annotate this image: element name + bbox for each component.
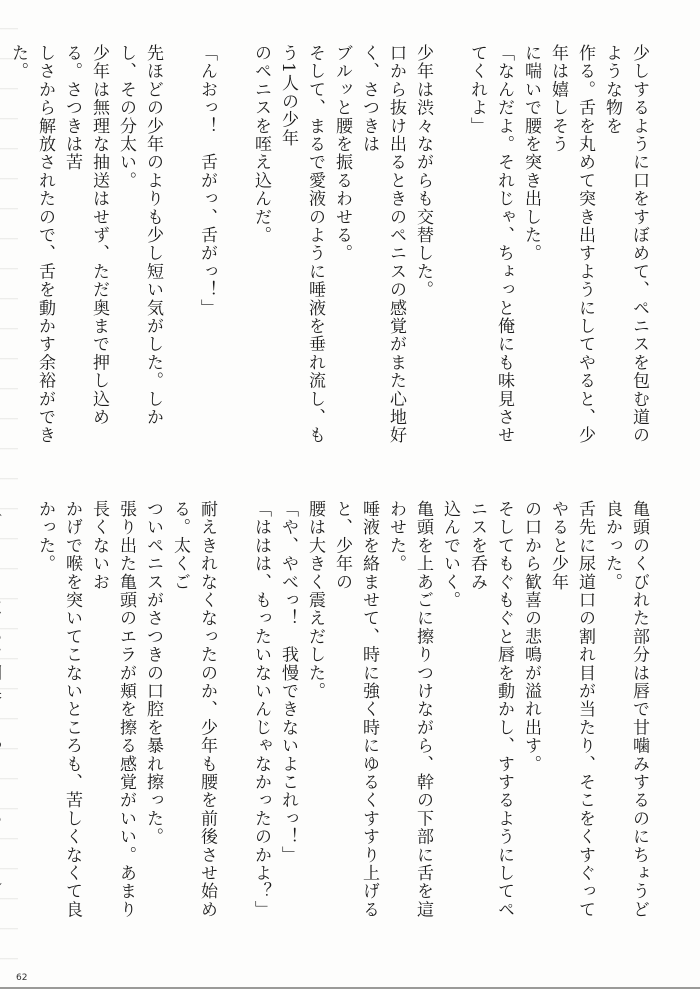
dialogue-line: 「んおっ！ 舌がっ、舌がっ！」 <box>197 44 217 317</box>
paragraph: 少しするように口をすぼめて、ペニスを包む道のような物を 作る。舌を丸めて突き出すようにしてやると、少年は嬉しそう に喘いで腰を突き出した。 <box>521 44 649 445</box>
paragraph: 亀頭のくびれた部分は唇で甘噛みするのにちょうど良かった。 舌先に尿道口の割れ目が当たり、そこをくすぐってやると少年 の口から歓喜の悲鳴が溢れ出す。 そしてもぐもぐと唇を動かし、すするようにしてペニスを呑み 込んでいく。 <box>440 500 649 919</box>
paragraph: 亀頭を上あごに擦りつけながら、幹の下部に舌を這わせた。 唾液を絡ませて、時に強く時にゆるくすすり上げると、少年の 腰は大きく震えだした。 <box>305 500 433 919</box>
paragraph: 先ほどの少年のよりも少し短い気がした。しかし、その分太い。 少年は無理な抽送はせず、ただ奥まで押し込める。さつきは苦 しさから解放されたので、舌を動かす余裕ができた。 <box>8 44 163 445</box>
paragraph: 耐えきれなくなったのか、少年も腰を前後させ始める。太くご ついペニスがさつきの口腔を暴れ擦った。 張り出た亀頭のエラが頬を擦る感覚がいい。あまり長くないお かげで喉を突いてこないところも、苦しくなくて良かった。 <box>35 500 217 919</box>
dialogue-line: 「や、やべっ！ 我慢できないよこれっ！」 「ははは、もったいないんじゃなかったのかよ？」 <box>251 500 298 919</box>
text-column-top <box>8 44 652 446</box>
page-number: 62 <box>16 973 28 983</box>
paragraph: 少年は渋々ながらも交替した。 口から抜け出るときのペニスの感覚がまた心地好く、さつきは ブルッと腰を振るわせる。 そして、まるで愛液のように唾液を垂れ流し、もう1人の少年 のペニスを咥え込んだ。 <box>251 44 433 445</box>
text-column-bottom <box>35 500 652 920</box>
thought-line <box>0 500 4 920</box>
dialogue-line: 「なんだよ。それじゃ、ちょっと俺にも味見させてくれよ」 <box>467 44 514 445</box>
